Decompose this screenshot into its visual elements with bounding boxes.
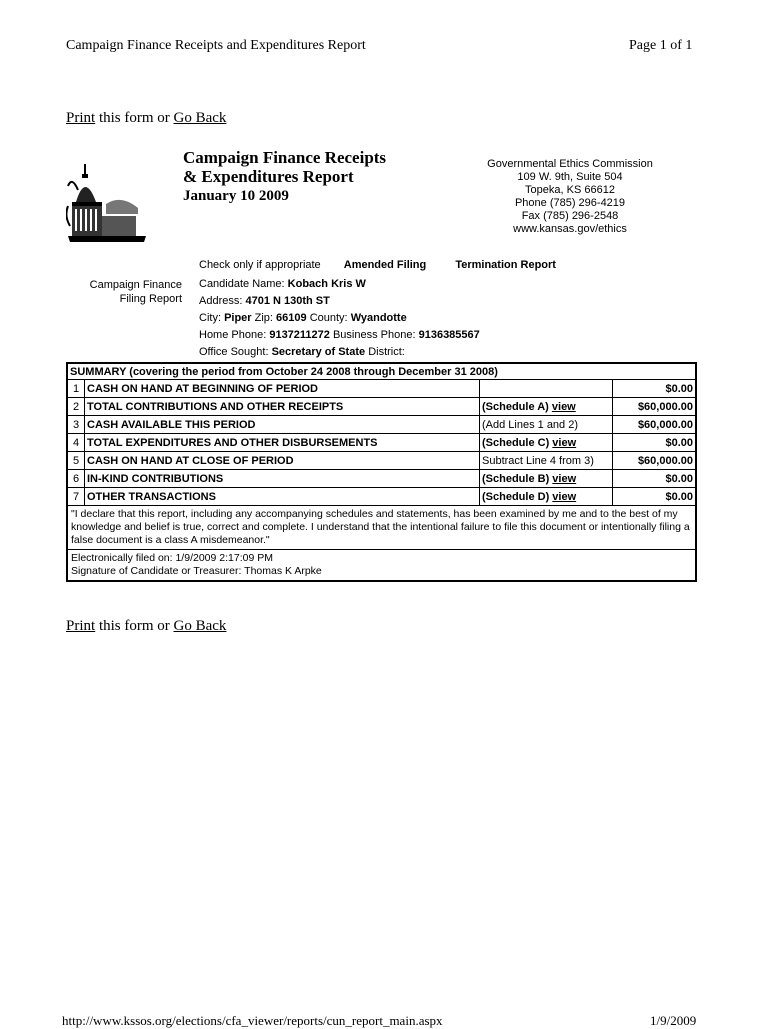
nav-top: [66, 110, 226, 127]
report-title-line2: & Expenditures Report: [183, 167, 354, 186]
line-label: TOTAL CONTRIBUTIONS AND OTHER RECEIPTS: [85, 398, 480, 416]
home-phone-label: Home Phone:: [199, 329, 267, 341]
candidate-name: Kobach Kris W: [287, 278, 366, 290]
commission-website: www.kansas.gov/ethics: [513, 223, 627, 235]
schedule-cell: [480, 380, 613, 398]
check-label: Check only if appropriate: [199, 259, 321, 271]
check-options: [199, 259, 556, 271]
summary-heading-row: [67, 363, 696, 380]
print-link[interactable]: Print: [66, 110, 96, 126]
line-label: IN-KIND CONTRIBUTIONS: [85, 470, 480, 488]
go-back-link[interactable]: Go Back: [173, 618, 227, 634]
zip-label: Zip:: [254, 312, 273, 324]
page-number: Page 1 of 1: [629, 38, 693, 53]
table-row: [67, 470, 696, 488]
office-value: Secretary of State: [271, 346, 366, 358]
line-label: OTHER TRANSACTIONS: [85, 488, 480, 506]
amount-cell: $0.00: [613, 470, 697, 488]
table-row: [67, 398, 696, 416]
office-label: Office Sought:: [199, 346, 269, 358]
footer-url: http://www.kssos.org/elections/cfa_viewer/reports/cun_report_main.aspx: [62, 1013, 443, 1028]
schedule-cell: Subtract Line 4 from 3): [480, 452, 613, 470]
report-date: January 10 2009: [183, 188, 289, 204]
candidate-name-label: Candidate Name:: [199, 278, 285, 290]
filing-info: [67, 550, 696, 582]
amount-cell: $60,000.00: [613, 398, 697, 416]
schedule-cell: [480, 488, 613, 506]
nav-separator-text: this form or: [98, 110, 170, 126]
address-row: [199, 295, 330, 307]
line-number: 1: [67, 380, 85, 398]
county-label: County:: [309, 312, 348, 324]
office-row: [199, 346, 405, 358]
filing-info-row: [67, 550, 696, 582]
table-row: [67, 434, 696, 452]
nav-bottom: [66, 618, 226, 635]
summary-table: [66, 362, 697, 582]
table-row: [67, 380, 696, 398]
kansas-capitol-seal-logo: [66, 146, 148, 246]
business-phone-label: Business Phone:: [332, 329, 416, 341]
schedule-label: (Schedule D): [482, 490, 550, 503]
zip-value: 66109: [276, 312, 307, 324]
print-link[interactable]: Print: [66, 618, 96, 634]
schedule-label: (Schedule B): [482, 472, 550, 485]
amount-cell: $0.00: [613, 488, 697, 506]
table-row: [67, 488, 696, 506]
schedule-label: (Schedule C): [482, 436, 550, 449]
commission-name: Governmental Ethics Commission: [487, 158, 653, 170]
page-header-title: Campaign Finance Receipts and Expenditures Report: [66, 38, 366, 53]
commission-city: Topeka, KS 66612: [525, 184, 615, 196]
go-back-link[interactable]: Go Back: [173, 110, 227, 126]
county-value: Wyandotte: [350, 312, 407, 324]
report-title: [183, 148, 386, 206]
line-number: 2: [67, 398, 85, 416]
amended-filing-label: Amended Filing: [343, 259, 427, 271]
city-label: City:: [199, 312, 221, 324]
commission-info: [470, 158, 670, 236]
amount-cell: $0.00: [613, 434, 697, 452]
line-number: 6: [67, 470, 85, 488]
phone-row: [199, 329, 480, 341]
district-label: District:: [368, 346, 405, 358]
termination-report-label: Termination Report: [455, 259, 556, 271]
view-schedule-b-link[interactable]: view: [552, 472, 577, 485]
filed-on: Electronically filed on: 1/9/2009 2:17:09 PM: [71, 552, 273, 564]
schedule-label: (Schedule A): [482, 400, 549, 413]
line-number: 3: [67, 416, 85, 434]
filing-report-label: [70, 278, 182, 306]
business-phone-value: 9136385567: [418, 329, 480, 341]
line-label: CASH ON HAND AT CLOSE OF PERIOD: [85, 452, 480, 470]
commission-fax: Fax (785) 296-2548: [521, 210, 619, 222]
view-schedule-d-link[interactable]: view: [552, 490, 577, 503]
table-row: [67, 452, 696, 470]
filing-label-line1: Campaign Finance: [89, 279, 182, 291]
commission-phone: Phone (785) 296-4219: [514, 197, 626, 209]
line-label: CASH AVAILABLE THIS PERIOD: [85, 416, 480, 434]
report-title-line1: Campaign Finance Receipts: [183, 148, 387, 167]
line-label: CASH ON HAND AT BEGINNING OF PERIOD: [85, 380, 480, 398]
signature: Signature of Candidate or Treasurer: Thomas K Arpke: [71, 565, 322, 577]
address-value: 4701 N 130th ST: [245, 295, 330, 307]
city-row: [199, 312, 407, 324]
view-schedule-c-link[interactable]: view: [552, 436, 577, 449]
city-value: Piper: [224, 312, 252, 324]
schedule-cell: [480, 398, 613, 416]
table-row: [67, 416, 696, 434]
amount-cell: $60,000.00: [613, 452, 697, 470]
amount-cell: $0.00: [613, 380, 697, 398]
line-number: 7: [67, 488, 85, 506]
filing-label-line2: Filing Report: [119, 293, 182, 305]
home-phone-value: 9137211272: [269, 329, 330, 341]
view-schedule-a-link[interactable]: view: [551, 400, 576, 413]
footer-date: 1/9/2009: [650, 1013, 697, 1028]
amount-cell: $60,000.00: [613, 416, 697, 434]
line-label: TOTAL EXPENDITURES AND OTHER DISBURSEMENTS: [85, 434, 480, 452]
nav-separator-text: this form or: [98, 618, 170, 634]
address-label: Address:: [199, 295, 243, 307]
schedule-cell: (Add Lines 1 and 2): [480, 416, 613, 434]
candidate-name-row: [199, 278, 366, 290]
line-number: 5: [67, 452, 85, 470]
schedule-cell: [480, 470, 613, 488]
schedule-cell: [480, 434, 613, 452]
summary-heading: SUMMARY (covering the period from October 24 2008 through December 31 2008): [67, 363, 696, 380]
line-number: 4: [67, 434, 85, 452]
declaration-text: "I declare that this report, including any accompanying schedules and statements, has been examined by me and to the best of my knowledge and belief is true, correct and complete. I understand that the intentional failure to file this document or intentionally filing a false document is a class A misdemeanor.": [67, 506, 696, 550]
commission-street: 109 W. 9th, Suite 504: [517, 171, 623, 183]
declaration-row: [67, 506, 696, 550]
